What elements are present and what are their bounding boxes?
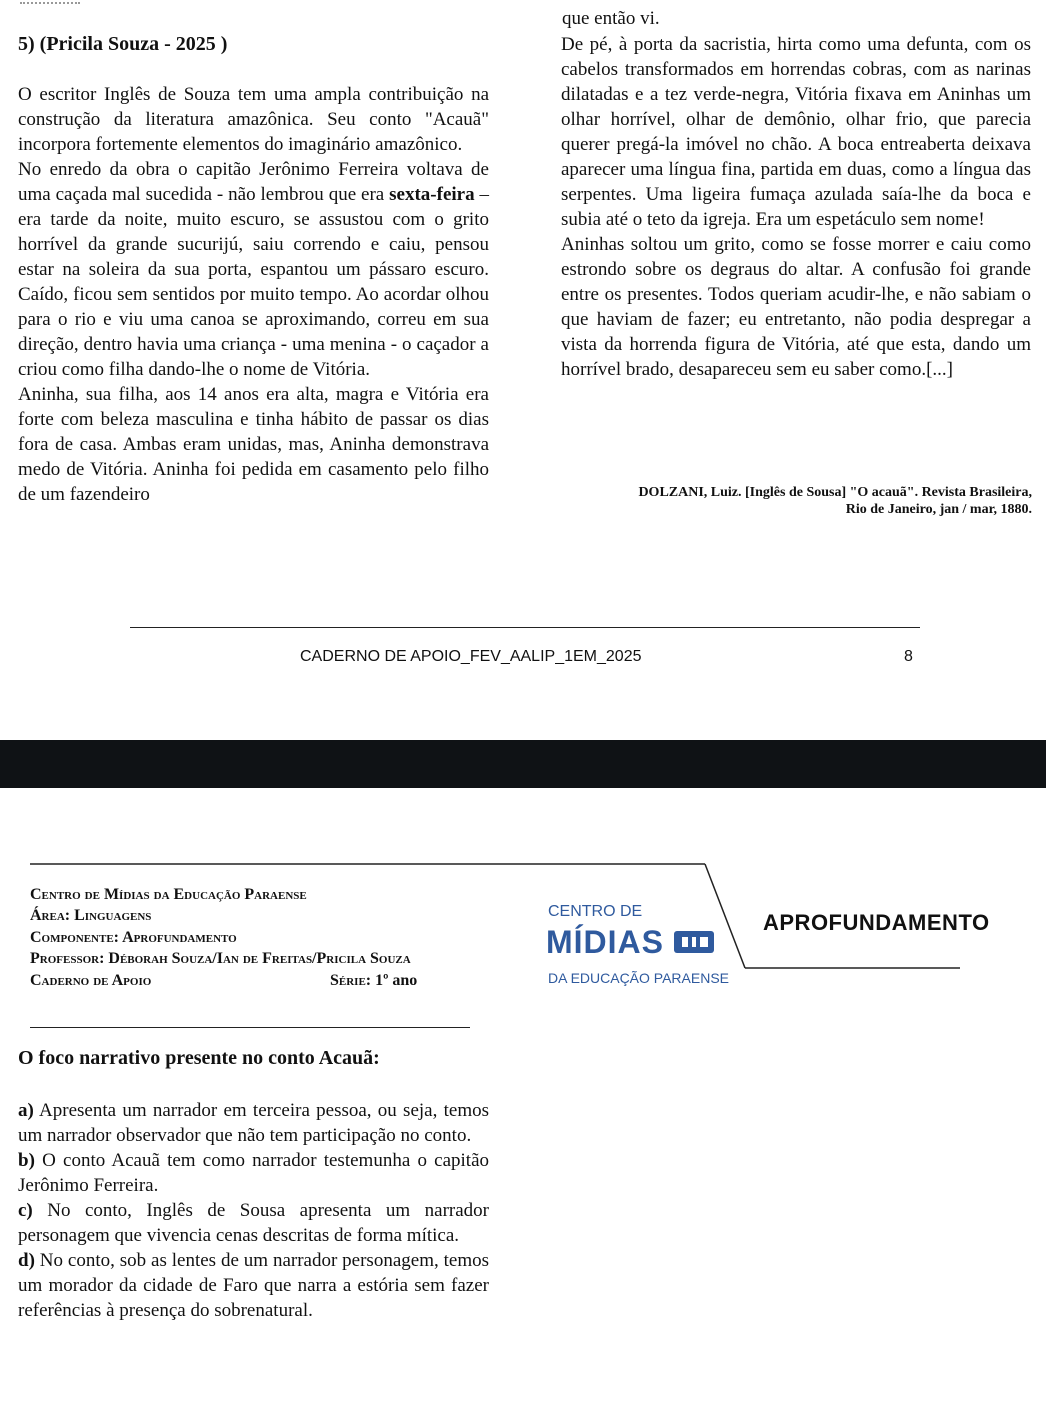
option-a: a) Apresenta um narrador em terceira pessoa, ou seja, temos um narrador observador que não tem participação no conto. <box>18 1100 489 1146</box>
header-center-title: Centro de Mídias da Educação Paraense <box>30 886 307 903</box>
page-number: 8 <box>904 648 913 665</box>
logo-icon <box>674 931 714 953</box>
aninha-paragraph: Aninha, sua filha, aos 14 anos era alta, magra e Vitória era forte com beleza masculina e tinha hábito de passar os dias fora de casa. Ambas eram unidas, mas, Aninha demonstrava medo de Vitória. Aninha foi pedida em casamento pelo filho de um fazendeiro <box>18 384 489 505</box>
footer-divider <box>130 627 920 628</box>
option-b: b) O conto Acauã tem como narrador testemunha o capitão Jerônimo Ferreira. <box>18 1150 489 1196</box>
footer-label: CADERNO DE APOIO_FEV_AALIP_1EM_2025 <box>300 648 642 665</box>
header-teachers: Professor: Déborah Souza/Ian de Freitas/Pricila Souza <box>30 950 411 967</box>
excerpt-paragraph-1: De pé, à porta da sacristia, hirta como uma defunta, com os cabelos transformados em horrendas cobras, com as narinas dilatadas e a tez verde-negra, Vitória fixava em Aninhas um olhar horrível, olhar de demônio, olhar frio, que parecia querer pregá-la imóvel no chão. A boca entreaberta deixava aparecer uma língua fina, partida em duas, como a língua das serpentes. Uma ligeira fumaça azulada saía-lhe da boca e subia até o teto da igreja. Era um espetáculo sem nome! <box>561 34 1031 230</box>
header-area: Área: Linguagens <box>30 907 152 924</box>
header-serie: Série: 1º ano <box>330 972 418 989</box>
right-column <box>561 32 1031 382</box>
page-separator-band <box>0 740 1046 788</box>
top-right-partial: que então vi. <box>562 8 660 29</box>
citation: DOLZANI, Luiz. [Inglês de Sousa] "O acauã". Revista Brasileira, Rio de Janeiro, jan / mar, 1880. <box>638 485 1032 517</box>
options-list <box>18 1098 489 1323</box>
question-title: 5) (Pricila Souza - 2025 ) <box>18 33 228 55</box>
logo-top-text: CENTRO DE <box>548 903 643 920</box>
plot-paragraph: No enredo da obra o capitão Jerônimo Ferreira voltava de uma caçada mal sucedida - não lembrou que era sexta-feira – era tarde da noite, muito escuro, se assustou com o grito horrível da grande sucurijú, saiu correndo e caiu, pensou estar na soleira da sua porta, espantou um pássaro escuro. Caído, ficou sem sentidos por muito tempo. Ao acordar olhou para o rio e viu uma canoa se aproximando, correu em sua direção, dentro havia uma criança - uma menina - o caçador a criou como filha dando-lhe o nome de Vitória. <box>18 159 490 380</box>
option-c: c) No conto, Inglês de Sousa apresenta um narrador personagem que vivencia cenas descritas de forma mítica. <box>18 1200 489 1246</box>
cropped-left-text <box>20 0 80 4</box>
option-d: d) No conto, sob as lentes de um narrador personagem, temos um morador da cidade de Faro que narra a estória sem fazer referências à presença do sobrenatural. <box>18 1250 489 1321</box>
header-notebook: Caderno de Apoio <box>30 972 152 989</box>
logo-bottom-text: DA EDUCAÇÃO PARAENSE <box>548 970 730 986</box>
prompt-title: O foco narrativo presente no conto Acauã: <box>18 1047 380 1069</box>
logo-main-text: MÍDIAS <box>546 924 714 961</box>
intro-paragraph: O escritor Inglês de Souza tem uma ampla contribuição na construção da literatura amazônica. Seu conto "Acauã" incorpora fortemente elementos do imaginário amazônico. <box>18 84 489 155</box>
header-underline <box>30 1027 470 1028</box>
excerpt-paragraph-2: Aninhas soltou um grito, como se fosse morrer e caiu como estrondo sobre os degraus do altar. A confusão foi grande entre os presentes. Todos queriam acudir-lhe, e não sabiam o que haviam de fazer; eu entretanto, não podia despregar a vista da horrenda figura de Vitória, até que esta, dando um horrível brado, desapareceu sem eu saber como.[...] <box>561 234 1031 380</box>
banner-title: APROFUNDAMENTO <box>763 910 990 935</box>
bold-sexta-feira: sexta-feira <box>389 184 475 205</box>
header-component: Componente: Aprofundamento <box>30 929 237 946</box>
left-column <box>18 82 489 507</box>
